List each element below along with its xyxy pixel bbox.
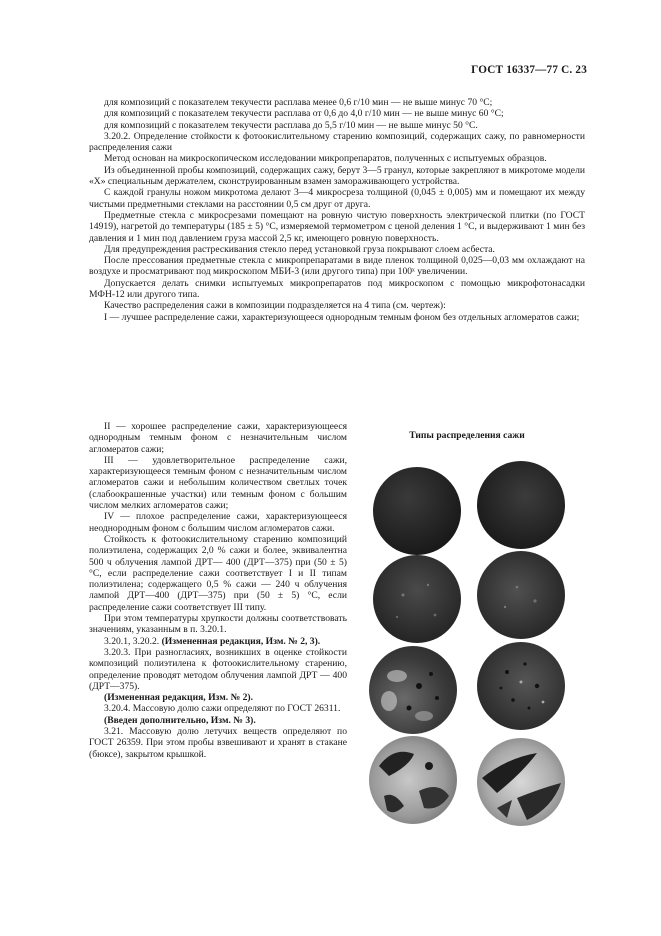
figure-title: Типы распределения сажи <box>409 430 525 441</box>
amendment-note: (Измененная редакция, Изм. № 2, 3). <box>161 635 321 647</box>
agglomerate-dots <box>373 555 461 643</box>
micrograph-type-I-right <box>477 461 565 549</box>
light-spots <box>369 646 457 734</box>
paragraph: I — лучшее распределение сажи, характеризующееся однородным темным фоном без отдельных агломератов сажи; <box>104 311 580 323</box>
micrograph-type-IV-right <box>477 738 565 826</box>
paragraph: IV — плохое распределение сажи, характеризующееся неоднородным фоном с большим числом агломератов сажи. <box>89 511 347 534</box>
paragraph: Стойкость к фотоокислительному старению композиций полиэтилена, содержащих 2,0 % сажи и более, эквивалентна 500 ч облучения лампой ДРТ— 400 (ДРТ—375) при (50 ± 5) °С, если распределение сажи соответствует I и II типам полиэтилена; содержащего 0,5 % сажи — 240 ч облучения лампой ДРТ—400 (ДРТ—375) при (50 ± 5) °С, если распределение сажи соответствует III типу. <box>89 533 347 613</box>
text-block-top <box>89 97 585 323</box>
paragraph: Из объединенной пробы композиций, содержащих сажу, берут 3—5 гранул, которые закрепляют в микротоме модели «X» специальным держателем, сконструированным взамен замораживающего устройства. <box>89 164 585 188</box>
agglomerate-dots <box>477 551 565 639</box>
micrograph-type-III-right <box>477 642 565 730</box>
amendment-note: (Измененная редакция, Изм. № 2). <box>104 692 254 704</box>
text-block-left <box>89 421 347 760</box>
agglomerate-patches <box>369 736 457 824</box>
paragraph: 3.21. Массовую долю летучих веществ определяют по ГОСТ 26359. При этом пробы взвешивают и хранят в стакане (бюксе), закрытом крышкой. <box>89 726 347 760</box>
micrograph-type-IV-left <box>369 736 457 824</box>
micrograph-type-II-left <box>373 555 461 643</box>
paragraph: Метод основан на микроскопическом исследовании микропрепаратов, полученных с испытуемых образцов. <box>104 153 547 165</box>
paragraph: После прессования предметные стекла с микропрепаратами в виде пленок толщиной 0,025—0,03 мм охлаждают на воздухе и просматривают под микроскопом МБИ-3 (или другого типа) при 100ˣ увеличении. <box>89 255 585 278</box>
micrograph-type-II-right <box>477 551 565 639</box>
paragraph: Для предупреждения растрескивания стекло перед установкой груза покрывают слоем асбеста. <box>104 243 495 255</box>
light-spots <box>477 642 565 730</box>
paragraph: III — удовлетворительное распределение сажи, характеризующееся темным фоном с незначительным числом агломератов сажи и небольшим количеством светлых точек (слабоокрашенные участки) или темным фоном с большим числом мелких агломератов сажи; <box>89 454 347 512</box>
paragraph: Предметные стекла с микросрезами помещают на ровную чистую поверхность электрической плитки (по ГОСТ 14919), нагретой до температуры (185 ± 5) °С, измеряемой термометром с ценой деления 1 °С, и выдерживают 1 мин без давления и 1 мин под давлением груза массой 2,5 кг, имеющего ровную поверхность. <box>89 209 585 244</box>
micrograph-type-I-left <box>373 467 461 555</box>
paragraph: для композиций с показателем текучести расплава от 0,6 до 4,0 г/10 мин — не выше минус 60 °С; <box>104 108 504 120</box>
amendment-note: (Введен дополнительно, Изм. № 3). <box>104 714 256 726</box>
paragraph: 3.20.2. Определение стойкости к фотоокислительному старению композиций, содержащих сажу, по равномерности распределения сажи <box>89 130 585 154</box>
agglomerate-patches <box>477 738 565 826</box>
paragraph: II — хорошее распределение сажи, характеризующееся однородным темным фоном с незначительным числом агломератов сажи; <box>89 421 347 455</box>
paragraph: 3.20.4. Массовую долю сажи определяют по ГОСТ 26311. <box>104 703 341 715</box>
paragraph: При этом температуры хрупкости должны соответствовать значениям, указанным в п. 3.20.1. <box>89 613 347 636</box>
paragraph: для композиций с показателем текучести расплава до 5,5 г/10 мин — не выше минус 50 °С. <box>104 119 478 131</box>
paragraph: Качество распределения сажи в композиции подразделяется на 4 типа (см. чертеж): <box>104 300 446 312</box>
micrograph-type-III-left <box>369 646 457 734</box>
paragraph: С каждой гранулы ножом микротома делают 3—4 микросреза толщиной (0,045 ± 0,005) мм и помещают их между чистыми предметными стеклами на расстоянии 0,5 см друг от друга. <box>89 187 585 210</box>
page-header: ГОСТ 16337—77 С. 23 <box>471 64 587 76</box>
paragraph: для композиций с показателем текучести расплава менее 0,6 г/10 мин — не выше минус 70 °С; <box>104 97 493 108</box>
paragraph <box>89 636 347 647</box>
paragraph: Допускается делать снимки испытуемых микропрепаратов под микроскопом с помощью микрофотонасадки МФН-12 или другого типа. <box>89 277 585 301</box>
clause-ref: 3.20.1, 3.20.2. <box>104 635 160 647</box>
paragraph: 3.20.3. При разногласиях, возникших в оценке стойкости композиций полиэтилена к фотоокислительному старению, определение проводят методом облучения лампой ДРТ — 400 (ДРТ—375). <box>89 646 347 692</box>
